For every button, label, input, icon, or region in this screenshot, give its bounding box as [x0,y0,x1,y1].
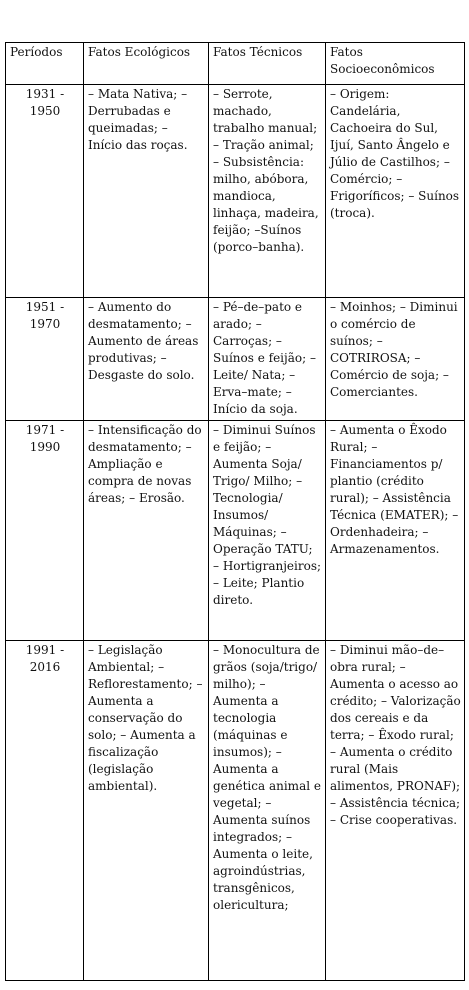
header-row [6,43,465,85]
ecological-facts-cell: – Mata Nativa; – Derrubadas e queimadas; – Início das roças. [84,85,209,298]
period-cell: 1931 - 1950 [6,85,84,298]
table-row [6,298,465,421]
ecological-facts-cell: – Aumento do desmatamento; – Aumento de áreas produtivas; – Desgaste do solo. [84,298,209,421]
period-cell: 1951 - 1970 [6,298,84,421]
socioeconomic-facts-cell: – Aumenta o Êxodo Rural; – Financiamentos p/ plantio (crédito rural); – Assistência Técnica (EMATER); – Ordenhadeira; – Armazenamentos. [326,421,465,641]
table-row [6,85,465,298]
header-fatos-tecnicos: Fatos Técnicos [209,43,326,85]
historical-facts-table [5,42,465,981]
socioeconomic-facts-cell: – Diminui mão–de–obra rural; – Aumenta o acesso ao crédito; – Valorização dos cereais e da terra; – Êxodo rural; – Aumenta o crédito rural (Mais alimentos, PRONAF); – Assistência técnica; – Crise cooperativas. [326,641,465,981]
period-cell: 1971 - 1990 [6,421,84,641]
ecological-facts-cell: – Intensificação do desmatamento; – Ampliação e compra de novas áreas; – Erosão. [84,421,209,641]
socioeconomic-facts-cell: – Moinhos; – Diminui o comércio de suínos; – COTRIROSA; – Comércio de soja; – Comerciantes. [326,298,465,421]
technical-facts-cell: – Pé–de–pato e arado; – Carroças; – Suínos e feijão; – Leite/ Nata; – Erva–mate; – Início da soja. [209,298,326,421]
header-fatos-ecologicos: Fatos Ecológicos [84,43,209,85]
period-cell: 1991 - 2016 [6,641,84,981]
header-periodos: Períodos [6,43,84,85]
table-row [6,641,465,981]
technical-facts-cell: – Serrote, machado, trabalho manual; – Tração animal; – Subsistência: milho, abóbora, mandioca, linhaça, madeira, feijão; –Suínos (porco–banha). [209,85,326,298]
technical-facts-cell: – Diminui Suínos e feijão; – Aumenta Soja/ Trigo/ Milho; – Tecnologia/ Insumos/ Máquinas; – Operação TATU; – Hortigranjeiros; – Leite; Plantio direto. [209,421,326,641]
header-fatos-socioeconomicos: Fatos Socioeconômicos [326,43,465,85]
technical-facts-cell: – Monocultura de grãos (soja/trigo/ milho); – Aumenta a tecnologia (máquinas e insumos); – Aumenta a genética animal e vegetal; – Aumenta suínos integrados; – Aumenta o leite, agroindústrias, transgênicos, olericultura; [209,641,326,981]
table-row [6,421,465,641]
socioeconomic-facts-cell: – Origem: Candelária, Cachoeira do Sul, Ijuí, Santo Ângelo e Júlio de Castilhos; – Comércio; – Frigoríficos; – Suínos (troca). [326,85,465,298]
ecological-facts-cell: – Legislação Ambiental; – Reflorestamento; – Aumenta a conservação do solo; – Aumenta a fiscalização (legislação ambiental). [84,641,209,981]
